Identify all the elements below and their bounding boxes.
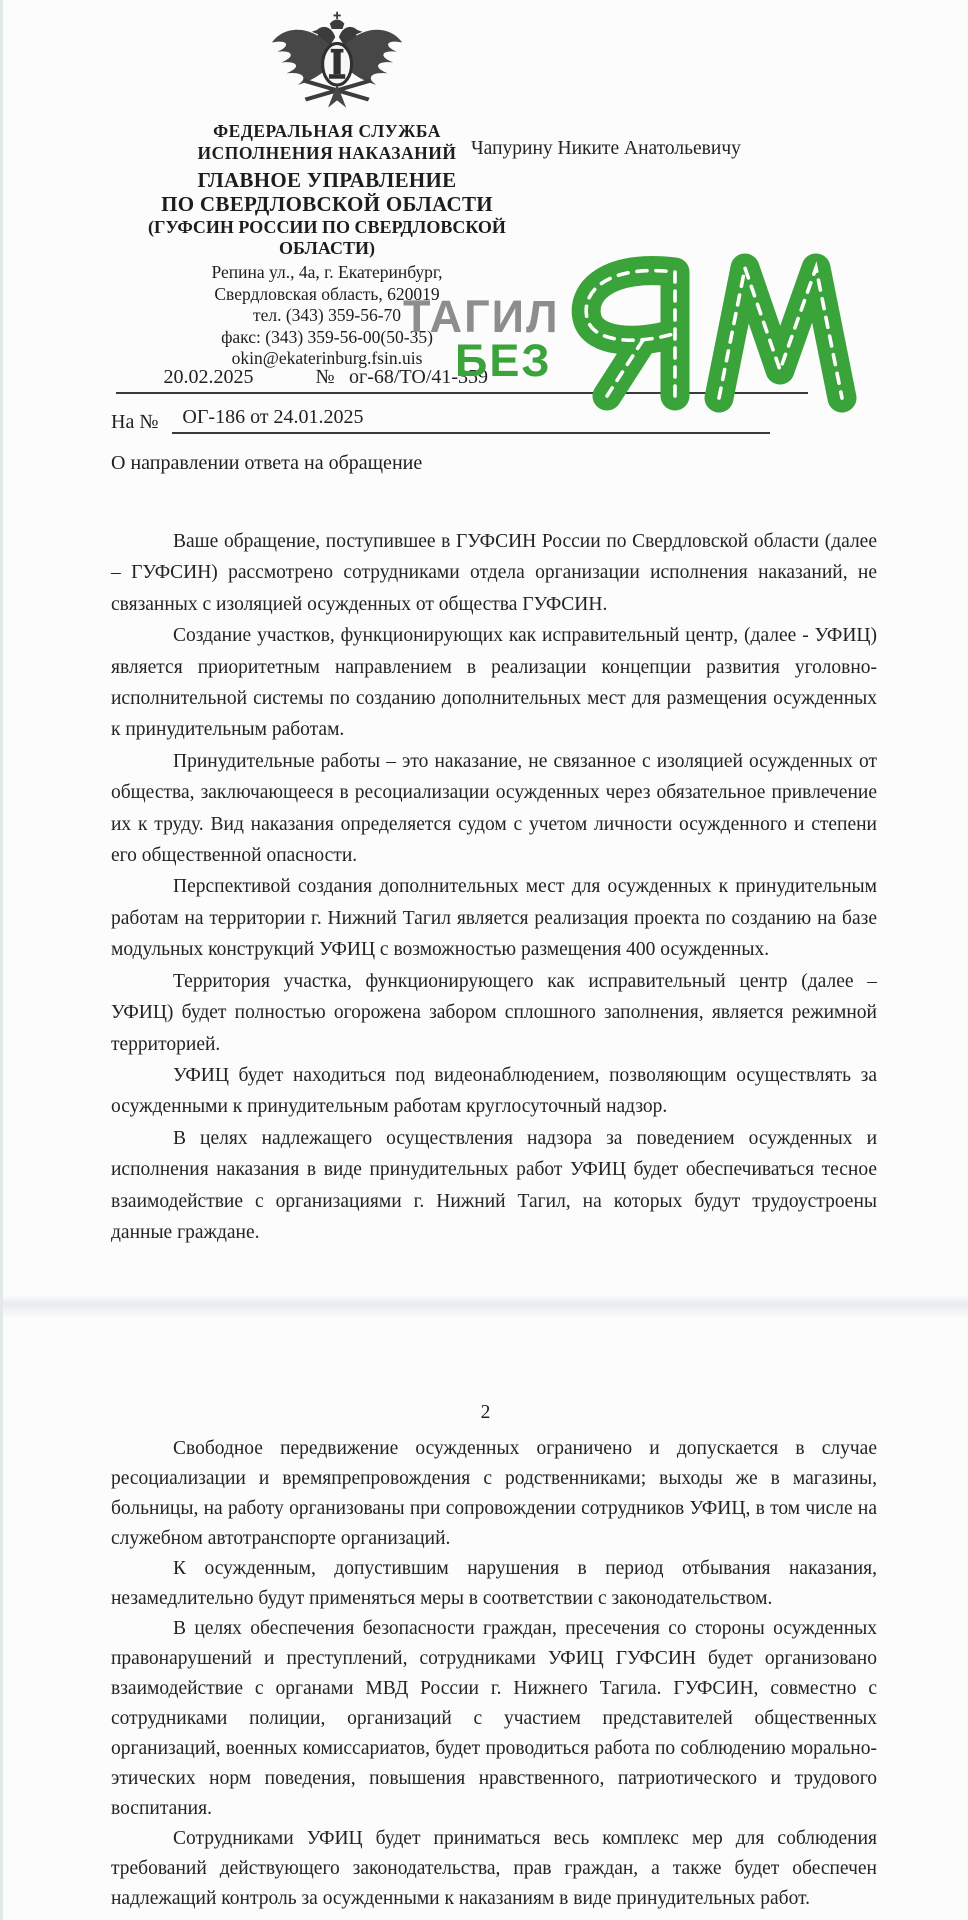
email-line: okin@ekaterinburg.fsin.uis [231,348,423,368]
dept-paren-line: ОБЛАСТИ) [279,238,375,258]
paragraph: Сотрудниками УФИЦ будет приниматься весь комплекс мер для соблюдения требований действующего законодательства, прав граждан, а также будет обеспечен надлежащий контроль за осужденными к наказаниям в виде принудительных работ. [111,1828,877,1909]
dept-paren-line: (ГУФСИН РОССИИ ПО СВЕРДЛОВСКОЙ [148,217,506,237]
paragraph: Перспективой создания дополнительных мест для осужденных к принудительным работам на территории г. Нижний Тагил является реализация проекта по созданию на базе модульных конструкций УФИЦ с возможностью размещения 400 осужденных. [111,876,877,961]
paragraph: К осужденным, допустившим нарушения в период отбывания наказания, незамедлительно будут применяться меры в соответствии с законодательством. [111,1558,877,1609]
addressee-name: Чапурину Никите Анатольевичу [471,138,741,159]
dept-line: ПО СВЕРДЛОВСКОЙ ОБЛАСТИ [161,192,493,216]
address-line: Репина ул., 4а, г. Екатеринбург, [211,262,443,282]
department-name [101,168,553,216]
paragraph: Территория участка, функционирующего как исправительный центр (далее – УФИЦ) будет полностью огорожена забором сплошного заполнения, является режимной территорией. [111,970,877,1055]
paragraph: В целях обеспечения безопасности граждан, пресечения со стороны осужденных правонарушений и преступлений, сотрудниками УФИЦ ГУФСИН будет организовано взаимодействие с органами МВД России г. Нижнего Тагила. ГУФСИН, совместно с сотрудниками полиции, организаций с участием представителей общественных организаций, военных комиссариатов, будет проводиться работа по соблюдению морально-этических норм поведения, повышения нравственного, патриотического и трудового воспитания. [111,1618,877,1819]
letter-date: 20.02.2025 [163,366,254,388]
fax-line: факс: (343) 359-56-00(50-35) [221,326,433,347]
paragraph: Создание участков, функционирующих как исправительный центр, (далее - УФИЦ) является приоритетным направлением в реализации концепции развития уголовно-исполнительной системы по созданию дополнительных мест для размещения осужденных к принудительным работам. [111,625,877,741]
page-separator [3,1294,968,1320]
paragraph: УФИЦ будет находиться под видеонаблюдением, позволяющим осуществлять за осужденными к принудительным работам круглосуточный надзор. [111,1064,877,1118]
incoming-reference: ОГ-186 от 24.01.2025 [172,406,770,434]
paragraph: Принудительные работы – это наказание, не связанное с изоляцией осужденных от общества, заключающееся в ресоциализации осужденных через обязательное привлечение их к труду. Вид наказания определяется судом с учетом личности осужденного и степени его общественной опасности. [111,750,877,867]
paragraph: Свободное передвижение осужденных ограничено и допускается в случае ресоциализации и времяпрепровождения с родственниками; выходы же в магазины, больницы, на работу организованы при сопровождении сотрудников УФИЦ, в том числе на служебном автотранспорте организаций. [111,1438,877,1549]
letter-body-page1 [111,526,877,1248]
logo-word-yam-road-icon [547,246,887,416]
paragraph: Ваше обращение, поступившее в ГУФСИН России по Свердловской области (далее – ГУФСИН) рассмотрено сотрудниками отдела организации исполнения наказаний, не связанных с изоляцией осужденных от общества ГУФСИН. [111,531,877,615]
letter-subject: О направлении ответа на обращение [111,452,423,474]
letter-page-1 [3,0,968,1294]
org-line: ФЕДЕРАЛЬНАЯ СЛУЖБА [213,121,441,141]
address-line: Свердловская область, 620019 [214,283,440,304]
page-number: 2 [480,1402,491,1423]
phone-line: тел. (343) 359-56-70 [252,305,402,325]
number-sign: № [315,366,335,388]
dept-line: ГЛАВНОЕ УПРАВЛЕНИЕ [197,168,457,192]
letter-body-page2 [111,1434,877,1914]
fsin-emblem-icon [258,10,418,114]
logo-word-tagil: ТАГИЛ [403,291,560,342]
tagil-bez-yam-logo [401,246,931,418]
org-line: ИСПОЛНЕНИЯ НАКАЗАНИЙ [197,143,457,163]
reply-prefix: На № [111,411,159,433]
logo-word-bez: БЕЗ [455,335,552,386]
outgoing-number: ог-68/ТО/41-359 [349,366,489,388]
paragraph: В целях надлежащего осуществления надзора за поведением осужденных и исполнения наказания в виде принудительных работ УФИЦ будет обеспечиваться тесное взаимодействие с организациями г. Нижний Тагил, на которых будут трудоустроены данные граждане. [111,1127,877,1243]
letter-page-2 [3,1320,968,1920]
